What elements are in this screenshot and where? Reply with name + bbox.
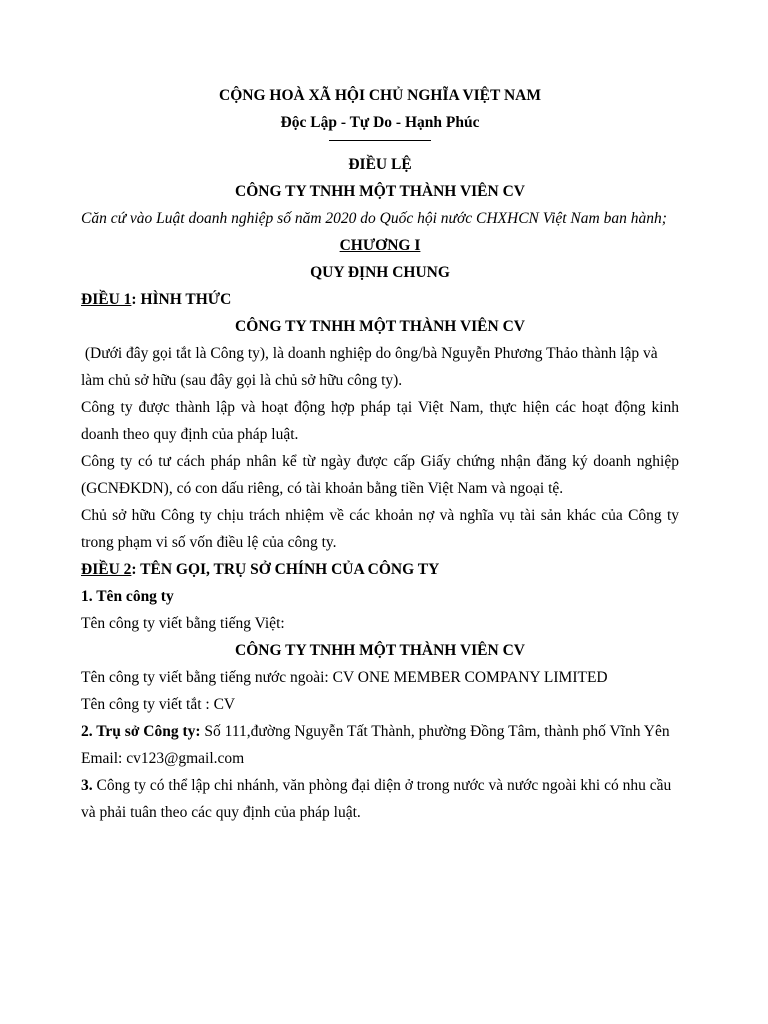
email-line: Email: cv123@gmail.com xyxy=(81,750,245,767)
section-1-title: 1. Tên công ty xyxy=(81,588,174,605)
vietnamese-name-label: Tên công ty viết bằng tiếng Việt: xyxy=(81,615,285,632)
chapter-number: CHƯƠNG I xyxy=(339,237,421,254)
article-2-label: ĐIỀU 2 xyxy=(81,561,132,578)
document-page xyxy=(81,82,679,826)
section-2-label: 2. Trụ sở Công ty: xyxy=(81,723,201,740)
article-2-title: TÊN GỌI, TRỤ SỞ CHÍNH CỦA CÔNG TY xyxy=(140,561,440,578)
header-underline xyxy=(329,140,431,141)
legal-basis: Căn cứ vào Luật doanh nghiệp số năm 2020 do Quốc hội nước CHXHCN Việt Nam ban hành; xyxy=(81,210,667,227)
company-name-heading: CÔNG TY TNHH MỘT THÀNH VIÊN CV xyxy=(235,183,525,200)
headquarters-address: Số 111,đường Nguyễn Tất Thành, phường Đồng Tâm, thành phố Vĩnh Yên xyxy=(200,723,670,740)
article-2-sep: : xyxy=(131,561,141,578)
short-name-line: Tên công ty viết tắt : CV xyxy=(81,696,236,713)
national-title: CỘNG HOÀ XÃ HỘI CHỦ NGHĨA VIỆT NAM xyxy=(219,87,541,104)
article-2-heading xyxy=(81,556,679,583)
article-1-paragraph-4: Chủ sở hữu Công ty chịu trách nhiệm về các khoản nợ và nghĩa vụ tài sản khác của Công ty trong phạm vi số vốn điều lệ của công ty. xyxy=(81,507,679,551)
headquarters-paragraph xyxy=(81,718,679,745)
article-1-heading xyxy=(81,286,679,313)
section-3-paragraph xyxy=(81,772,679,826)
article-1-title: HÌNH THỨC xyxy=(140,291,232,308)
foreign-name-line: Tên công ty viết bằng tiếng nước ngoài: CV ONE MEMBER COMPANY LIMITED xyxy=(81,669,608,686)
article-2-company-name: CÔNG TY TNHH MỘT THÀNH VIÊN CV xyxy=(235,642,525,659)
national-motto: Độc Lập - Tự Do - Hạnh Phúc xyxy=(280,114,480,131)
article-1-paragraph-3: Công ty có tư cách pháp nhân kể từ ngày được cấp Giấy chứng nhận đăng ký doanh nghiệp (GCNĐKDN), có con dấu riêng, có tài khoản bằng tiền Việt Nam và ngoại tệ. xyxy=(81,453,679,497)
article-1-paragraph-1: (Dưới đây gọi tắt là Công ty), là doanh nghiệp do ông/bà Nguyễn Phương Thảo thành lập và làm chủ sở hữu (sau đây gọi là chủ sở hữu công ty). xyxy=(81,345,662,389)
article-1-sep: : xyxy=(131,291,141,308)
article-1-label: ĐIỀU 1 xyxy=(81,291,132,308)
document-title: ĐIỀU LỆ xyxy=(348,156,412,173)
article-1-company-name: CÔNG TY TNHH MỘT THÀNH VIÊN CV xyxy=(235,318,525,335)
chapter-title: QUY ĐỊNH CHUNG xyxy=(310,264,450,281)
section-3-text: Công ty có thể lập chi nhánh, văn phòng đại diện ở trong nước và nước ngoài khi có nhu cầu và phải tuân theo các quy định của pháp luật. xyxy=(81,777,676,821)
article-1-paragraph-2: Công ty được thành lập và hoạt động hợp pháp tại Việt Nam, thực hiện các hoạt động kinh doanh theo quy định của pháp luật. xyxy=(81,399,679,443)
section-3-label: 3. xyxy=(81,777,93,794)
